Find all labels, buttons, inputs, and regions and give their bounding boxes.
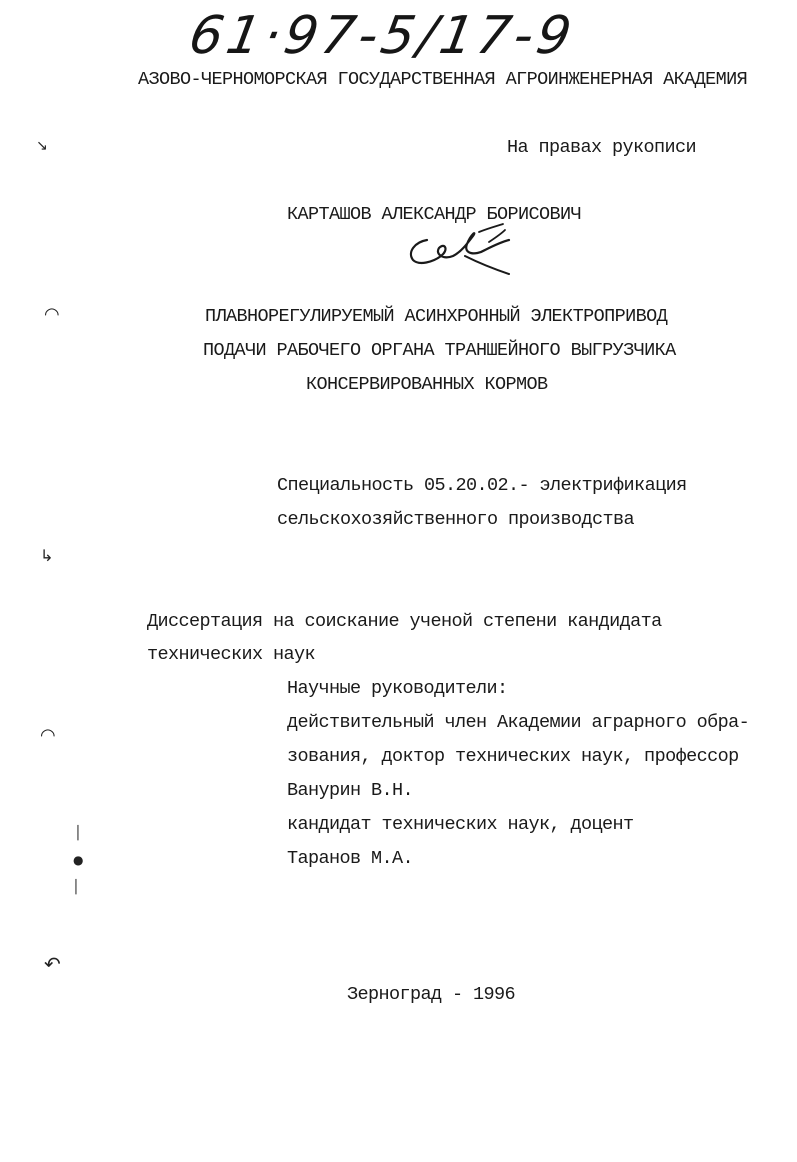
binding-hole-mark: ↳	[40, 546, 54, 565]
title-line-1: ПЛАВНОРЕГУЛИРУЕМЫЙ АСИНХРОННЫЙ ЭЛЕКТРОПРИВОД	[205, 306, 668, 327]
binding-hole-mark: ◠	[44, 304, 60, 325]
dissertation-line-2: технических наук	[147, 644, 316, 665]
specialty-line-2: сельскохозяйственного производства	[277, 509, 635, 530]
advisors-label: Научные руководители:	[287, 678, 508, 699]
specialty-line-1: Специальность 05.20.02.- электрификация	[277, 475, 687, 496]
binding-mark: │	[74, 826, 82, 841]
dissertation-line-1: Диссертация на соискание ученой степени кандидата	[147, 611, 662, 632]
advisor-line-2: зования, доктор технических наук, профессор	[287, 746, 739, 767]
place-year: Зерноград - 1996	[347, 984, 516, 1005]
binding-mark: ●	[73, 853, 84, 867]
title-line-2: ПОДАЧИ РАБОЧЕГО ОРГАНА ТРАНШЕЙНОГО ВЫГРУЗЧИКА	[203, 340, 676, 361]
manuscript-note: На правах рукописи	[507, 137, 697, 158]
advisor-line-5: Таранов М.А.	[287, 848, 414, 869]
author-name: КАРТАШОВ АЛЕКСАНДР БОРИСОВИЧ	[287, 204, 582, 225]
author-signature	[405, 222, 515, 280]
handwritten-archive-code: 61·97-5/17-9	[184, 6, 580, 66]
binding-mark: │	[72, 880, 80, 895]
binding-hole-mark: ↘	[36, 138, 48, 154]
title-line-3: КОНСЕРВИРОВАННЫХ КОРМОВ	[306, 374, 548, 395]
advisor-line-4: кандидат технических наук, доцент	[287, 814, 634, 835]
binding-hole-mark: ◠	[40, 725, 56, 746]
advisor-line-1: действительный член Академии аграрного обра-	[287, 712, 750, 733]
advisor-line-3: Ванурин В.Н.	[287, 780, 414, 801]
institution-name: АЗОВО-ЧЕРНОМОРСКАЯ ГОСУДАРСТВЕННАЯ АГРОИНЖЕНЕРНАЯ АКАДЕМИЯ	[138, 69, 748, 90]
binding-hole-mark: ↶	[44, 952, 61, 976]
